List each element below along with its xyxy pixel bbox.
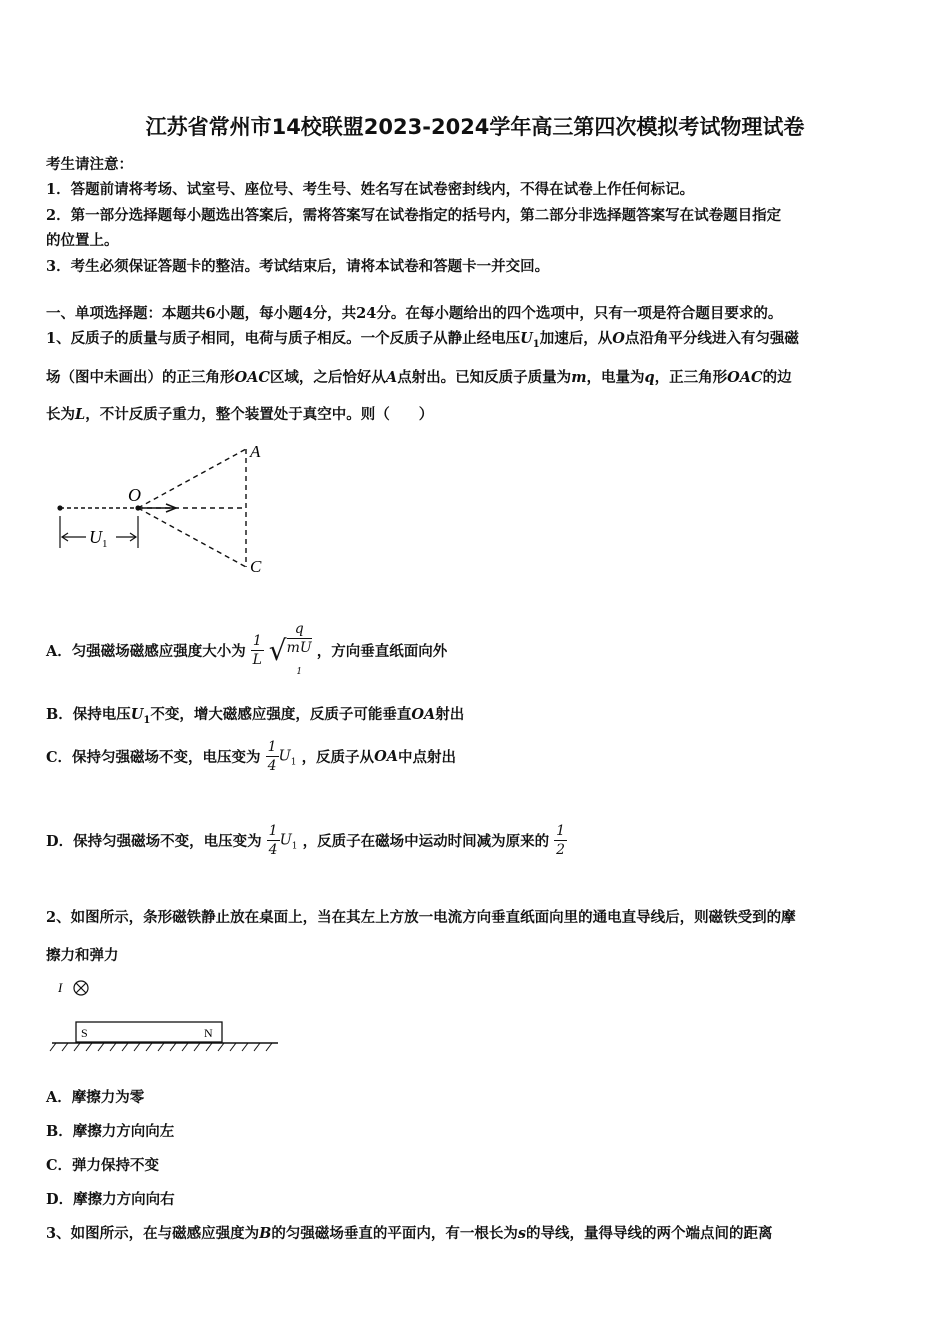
label-a: A bbox=[250, 442, 261, 461]
q2-line-1: 2、如图所示，条形磁铁静止放在桌面上，当在其左上方放一电流方向垂直纸面向里的通电直导线后，则磁铁受到的摩 bbox=[46, 909, 796, 926]
section-heading: 一、单项选择题：本题共6小题，每小题4分，共24分。在每小题给出的四个选项中，只有一项是符合题目要求的。 bbox=[46, 305, 783, 322]
sqrt-expression: √ q mU $_1$ bbox=[268, 621, 312, 677]
q2-option-b[interactable]: B．摩擦力方向向左 bbox=[46, 1123, 175, 1140]
q2-option-c[interactable]: C．弹力保持不变 bbox=[46, 1157, 160, 1174]
pole-s: S bbox=[81, 1026, 88, 1040]
label-current: I bbox=[58, 980, 63, 995]
page-title: 江苏省常州市14校联盟2023-2024学年高三第四次模拟考试物理试卷 bbox=[145, 115, 805, 139]
notice-item-2: 2．第一部分选择题每小题选出答案后，需将答案写在试卷指定的括号内，第二部分非选择题答案写在试卷题目指定 bbox=[46, 207, 782, 224]
q2-line-2: 擦力和弹力 bbox=[46, 947, 119, 964]
notice-item-3: 3．考生必须保证答题卡的整洁。考试结束后，请将本试卷和答题卡一并交回。 bbox=[46, 258, 550, 275]
notice-item-1: 1．答题前请将考场、试室号、座位号、考生号、姓名写在试卷密封线内，不得在试卷上作任何标记。 bbox=[46, 181, 695, 198]
label-o: O bbox=[128, 485, 141, 505]
q1-option-a[interactable]: A．匀强磁场磁感应强度大小为 $\frac{1}{L}$ √ q mU $_1$ ，方向垂直纸面向外 bbox=[46, 620, 447, 681]
edge-oa bbox=[138, 449, 246, 508]
q1-option-b[interactable]: B．保持电压$U_1$不变，增大磁感应强度，反质子可能垂直OA射出 bbox=[46, 706, 465, 726]
pole-n: N bbox=[204, 1026, 213, 1040]
notice-heading: 考生请注意： bbox=[46, 156, 133, 173]
q1-option-c[interactable]: C．保持匀强磁场不变，电压变为 $\frac{1}{4}$ $U_1$ ，反质子从OA中点射出 bbox=[46, 739, 456, 774]
bar-magnet bbox=[76, 1022, 222, 1042]
label-c: C bbox=[250, 557, 262, 576]
q1-line-2: 场（图中未画出）的正三角形OAC区域，之后恰好从A点射出。已知反质子质量为m，电量为q，正三角形OAC的边 bbox=[46, 369, 792, 386]
q3-line-1: 3、如图所示，在与磁感应强度为B的匀强磁场垂直的平面内，有一根长为s的导线，量得导线的两个端点间的距离 bbox=[46, 1225, 773, 1242]
q1-line-1: 1、反质子的质量与质子相同，电荷与质子相反。一个反质子从静止经电压$U_1$加速后，从O点沿角平分线进入有匀强磁 bbox=[46, 330, 799, 350]
q1-line-3: 长为L，不计反质子重力，整个装置处于真空中。则（ ） bbox=[46, 406, 434, 423]
q2-option-d[interactable]: D．摩擦力方向向右 bbox=[46, 1191, 175, 1208]
q2-figure bbox=[46, 976, 286, 1056]
edge-oc bbox=[138, 508, 246, 567]
q2-option-a[interactable]: A．摩擦力为零 bbox=[46, 1089, 145, 1106]
notice-item-2-cont: 的位置上。 bbox=[46, 232, 119, 249]
q1-figure bbox=[46, 436, 286, 586]
q1-option-d[interactable]: D．保持匀强磁场不变，电压变为 $\frac{1}{4}$ $U_1$ ，反质子在磁场中运动时间减为原来的 $\frac{1}{2}$ bbox=[46, 823, 566, 858]
table-hatching bbox=[50, 1043, 272, 1051]
start-point bbox=[57, 505, 62, 510]
label-u: $U_1$ bbox=[89, 527, 108, 550]
